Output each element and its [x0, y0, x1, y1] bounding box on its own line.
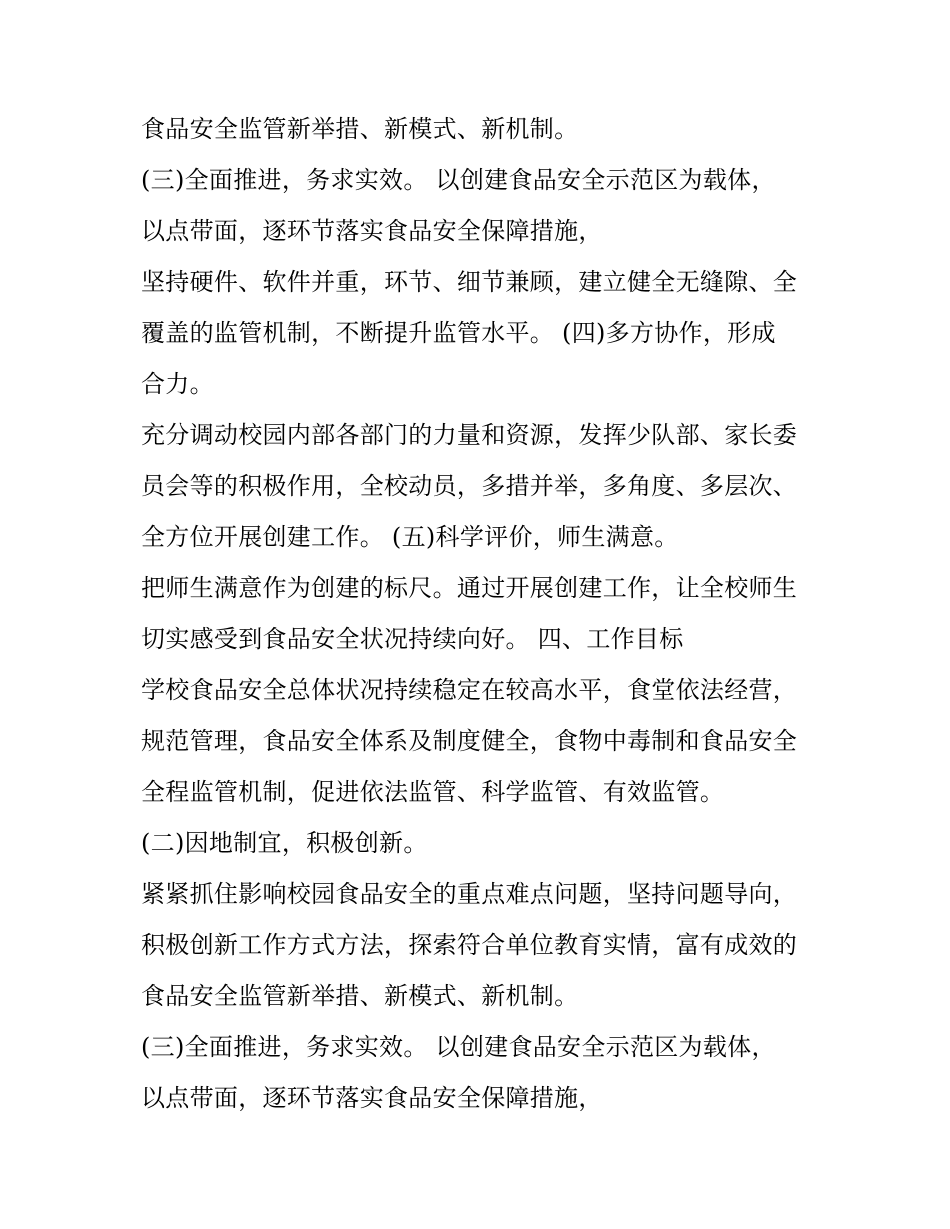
- text-line-4: 坚持硬件、软件并重，环节、细节兼顾，建立健全无缝隙、全: [141, 268, 798, 296]
- document-body: [141, 110, 831, 1130]
- text-line-19: (三)全面推进，务求实效。 以创建食品安全示范区为载体，: [141, 1033, 776, 1061]
- text-line-8: 员会等的积极作用，全校动员，多措并举，多角度、多层次、: [141, 472, 798, 500]
- text-line-1: 食品安全监管新举措、新模式、新机制。: [141, 115, 579, 143]
- text-line-15: (二)因地制宜，积极创新。: [141, 829, 428, 857]
- text-line-18: 食品安全监管新举措、新模式、新机制。: [141, 982, 579, 1010]
- text-line-17: 积极创新工作方式方法，探索符合单位教育实情，富有成效的: [141, 931, 798, 959]
- text-line-5: 覆盖的监管机制，不断提升监管水平。 (四)多方协作，形成: [141, 319, 776, 347]
- text-line-6: 合力。: [141, 370, 214, 398]
- text-line-10: 把师生满意作为创建的标尺。通过开展创建工作，让全校师生: [141, 574, 798, 602]
- text-line-14: 全程监管机制，促进依法监管、科学监管、有效监管。: [141, 778, 725, 806]
- text-line-3: 以点带面，逐环节落实食品安全保障措施，: [141, 217, 603, 245]
- text-line-16: 紧紧抓住影响校园食品安全的重点难点问题，坚持问题导向，: [141, 880, 798, 908]
- text-line-7: 充分调动校园内部各部门的力量和资源，发挥少队部、家长委: [141, 421, 798, 449]
- text-line-2: (三)全面推进，务求实效。 以创建食品安全示范区为载体，: [141, 166, 776, 194]
- text-line-9: 全方位开展创建工作。 (五)科学评价，师生满意。: [141, 523, 679, 551]
- text-line-20: 以点带面，逐环节落实食品安全保障措施，: [141, 1084, 603, 1112]
- text-line-13: 规范管理，食品安全体系及制度健全，食物中毒制和食品安全: [141, 727, 798, 755]
- text-line-11: 切实感受到食品安全状况持续向好。 四、工作目标: [141, 625, 684, 653]
- text-line-12: 学校食品安全总体状况持续稳定在较高水平，食堂依法经营，: [141, 676, 798, 704]
